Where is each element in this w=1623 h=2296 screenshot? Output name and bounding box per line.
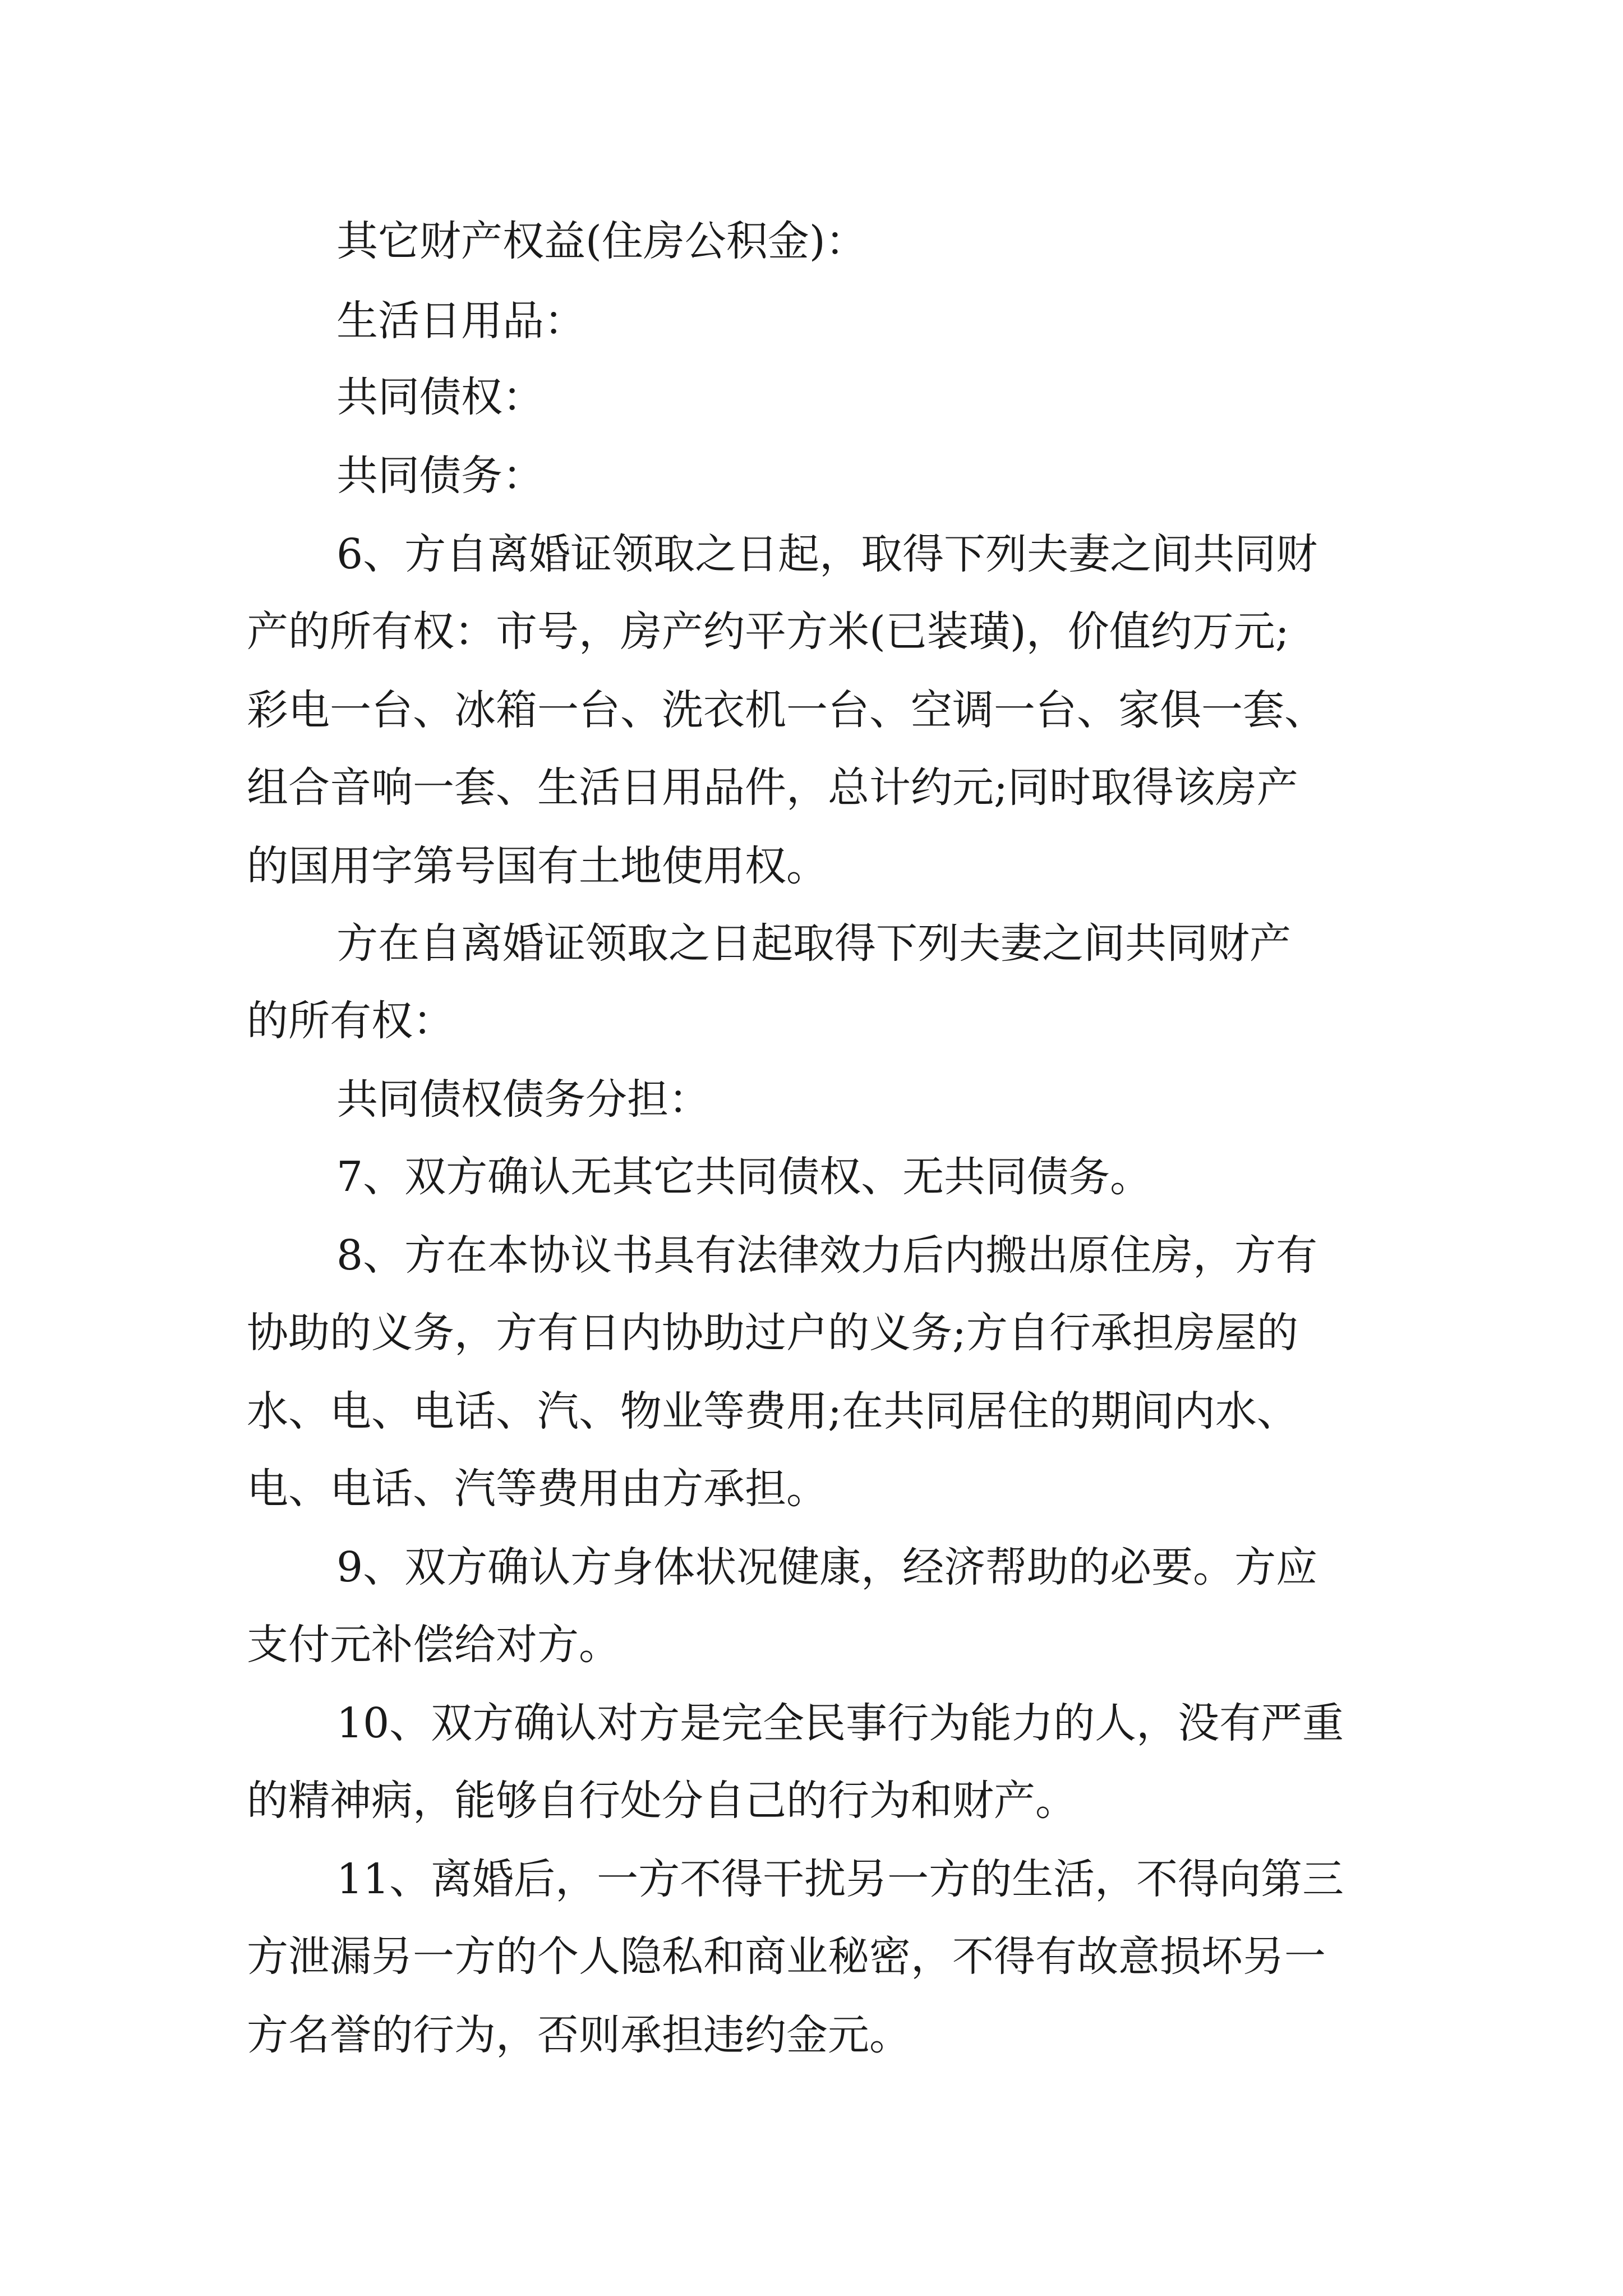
text-line: 共同债权债务分担： <box>336 1075 710 1124</box>
text-line: 彩电一台、冰箱一台、洗衣机一台、空调一台、家俱一套、 <box>247 686 1326 734</box>
text-line: 6、方自离婚证领取之日起，取得下列夫妻之间共同财 <box>336 530 1318 578</box>
text-line: 9、双方确认方身体状况健康，经济帮助的必要。方应 <box>336 1543 1318 1591</box>
text-line: 7、双方确认无其它共同债权、无共同债务。 <box>336 1153 1152 1201</box>
text-line: 产的所有权：市号，房产约平方米(已装璜)，价值约万元; <box>247 608 1289 656</box>
text-line: 8、方在本协议书具有法律效力后内搬出原住房，方有 <box>336 1231 1318 1280</box>
text-line: 的所有权： <box>247 997 454 1045</box>
text-line: 组合音响一套、生活日用品件，总计约元;同时取得该房产 <box>247 763 1298 812</box>
text-line: 共同债权： <box>336 373 544 421</box>
text-line: 方泄漏另一方的个人隐私和商业秘密，不得有故意损坏另一 <box>247 1932 1326 1981</box>
text-line: 方名誉的行为，否则承担违约金元。 <box>247 2011 911 2059</box>
text-line: 水、电、电话、汽、物业等费用;在共同居住的期间内水、 <box>247 1387 1298 1435</box>
text-line: 的国用字第号国有土地使用权。 <box>247 842 828 890</box>
text-line: 的精神病，能够自行处分自己的行为和财产。 <box>247 1777 1077 1825</box>
text-line: 10、双方确认对方是完全民事行为能力的人，没有严重 <box>336 1699 1344 1747</box>
text-line: 11、离婚后，一方不得干扰另一方的生活，不得向第三 <box>336 1855 1344 1903</box>
text-line: 生活日用品： <box>336 297 585 345</box>
text-line: 方在自离婚证领取之日起取得下列夫妻之间共同财产 <box>336 919 1291 968</box>
text-line: 共同债务： <box>336 452 544 500</box>
text-line: 其它财产权益(住房公积金)： <box>336 217 867 265</box>
text-line: 电、电话、汽等费用由方承担。 <box>247 1465 828 1513</box>
text-line: 协助的义务，方有日内协助过户的义务;方自行承担房屋的 <box>247 1309 1298 1357</box>
text-line: 支付元补偿给对方。 <box>247 1621 620 1669</box>
